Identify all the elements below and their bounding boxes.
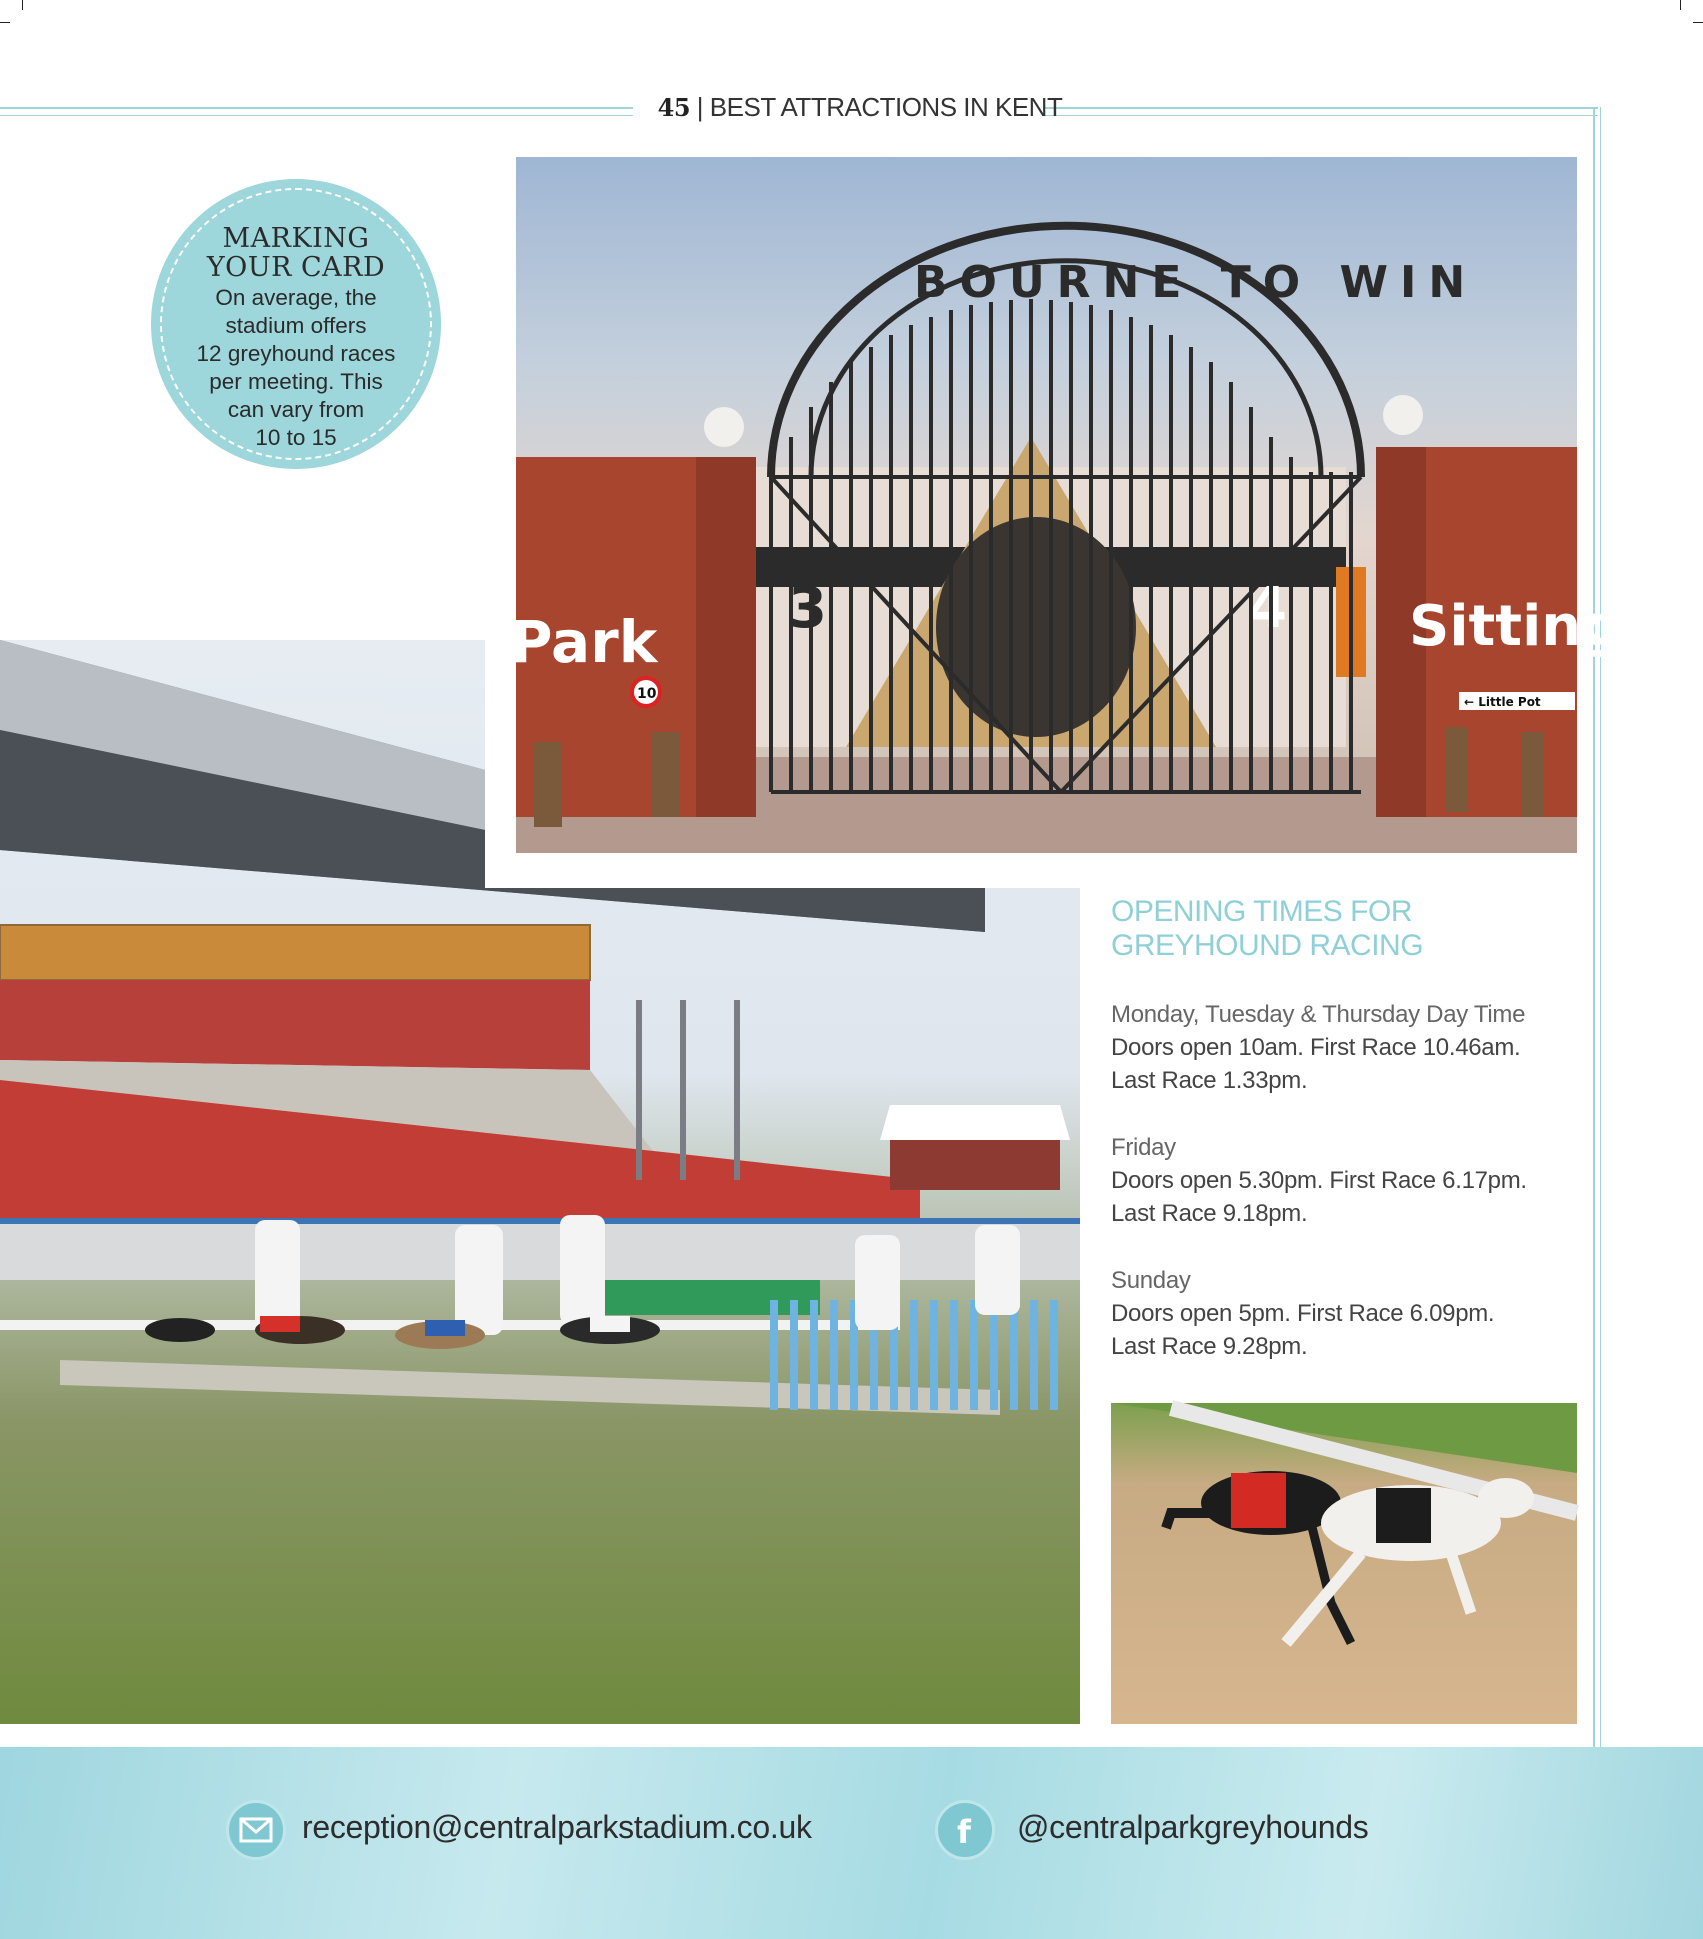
park-sign: Park <box>510 608 658 676</box>
opening-times-title <box>1111 895 1531 963</box>
contact-email[interactable]: reception@centralparkstadium.co.uk <box>302 1809 812 1845</box>
stand-number-3: 3 <box>788 576 827 641</box>
page-number: 45 <box>657 93 691 122</box>
racing-illustration <box>1111 1403 1577 1724</box>
badge-text-line: can vary from <box>227 397 365 422</box>
badge-title-line2: YOUR CARD <box>206 252 386 283</box>
gate-illustration <box>510 157 1622 853</box>
badge-title-line1: MARKING <box>222 223 370 254</box>
svg-text:f: f <box>957 1813 971 1851</box>
badge-text-line: 10 to 15 <box>255 425 337 450</box>
badge-text-line: 12 greyhound races <box>196 341 396 366</box>
schedule-weekday <box>1111 998 1581 1097</box>
schedule-line: Last Race 9.18pm. <box>1111 1200 1308 1227</box>
greyhounds-racing-photo <box>1111 1403 1577 1724</box>
little-pot-sign: ← Little Pot <box>1464 695 1541 709</box>
schedule-day: Monday, Tuesday & Thursday Day Time <box>1111 1001 1526 1028</box>
header-rule-right <box>1045 107 1598 116</box>
schedule-line: Doors open 5.30pm. First Race 6.17pm. <box>1111 1167 1527 1194</box>
badge-text-line: per meeting. This <box>209 369 383 394</box>
schedule-day: Sunday <box>1111 1267 1191 1294</box>
header-rule-left <box>0 107 633 116</box>
section-title: BEST ATTRACTIONS IN KENT <box>709 92 1063 122</box>
envelope-icon <box>226 1800 286 1860</box>
stand-number-4: 4 <box>1248 576 1287 641</box>
page-header <box>640 92 1080 123</box>
badge-text <box>162 284 430 452</box>
gate-arch-text: BOURNE TO WIN <box>914 257 1478 308</box>
speed-sign: 10 <box>637 686 657 702</box>
schedule-friday <box>1111 1131 1581 1230</box>
schedule-line: Last Race 1.33pm. <box>1111 1067 1308 1094</box>
crop-mark <box>0 22 10 23</box>
facebook-icon <box>935 1800 995 1860</box>
sitting-sign: Sitting <box>1409 594 1622 659</box>
badge-text-line: stadium offers <box>225 313 367 338</box>
crop-mark <box>22 0 23 10</box>
crop-mark <box>1680 0 1681 10</box>
schedule-line: Last Race 9.28pm. <box>1111 1333 1308 1360</box>
badge-dashed-ring <box>160 188 432 460</box>
page-border <box>1593 107 1601 1747</box>
marking-your-card-badge <box>151 179 441 469</box>
opening-times-title-line1: OPENING TIMES FOR <box>1111 895 1412 928</box>
opening-times-title-line2: GREYHOUND RACING <box>1111 929 1424 962</box>
schedule-day: Friday <box>1111 1134 1176 1161</box>
crop-mark <box>1693 22 1703 23</box>
contact-footer <box>0 1747 1703 1939</box>
contact-facebook[interactable]: @centralparkgreyhounds <box>1017 1809 1369 1845</box>
schedule-line: Doors open 5pm. First Race 6.09pm. <box>1111 1300 1495 1327</box>
stadium-gate-photo <box>510 157 1622 853</box>
schedule-sunday <box>1111 1264 1581 1363</box>
schedule-line: Doors open 10am. First Race 10.46am. <box>1111 1034 1521 1061</box>
badge-text-line: On average, the <box>215 285 377 310</box>
header-separator: | <box>696 92 704 122</box>
